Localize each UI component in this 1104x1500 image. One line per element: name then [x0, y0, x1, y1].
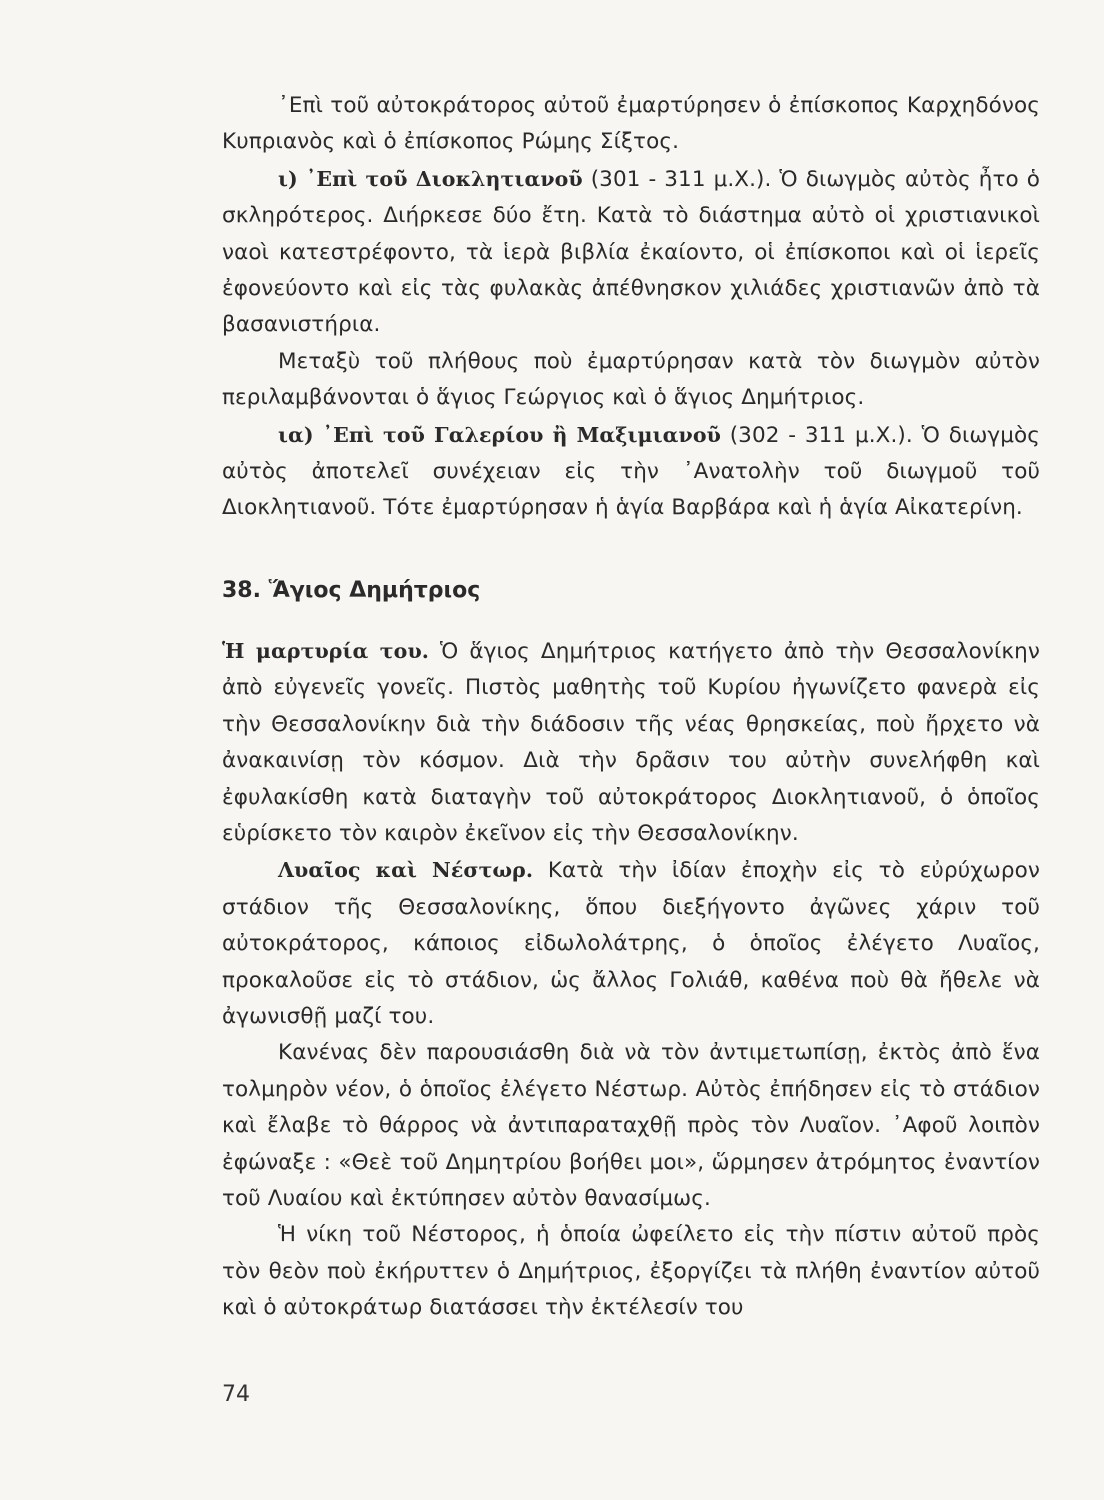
paragraph-label: Λυαῖος καὶ Νέστωρ.	[278, 858, 534, 883]
paragraph-text: Κατὰ τὴν ἰδίαν ἐποχὴν εἰς τὸ εὐρύχωρον στάδιον τῆς Θεσσαλονίκης, ὅπου διεξήγοντο ἀγῶνες χάριν τοῦ αὐτοκράτορος, κάποιος εἰδωλολάτρης, ὁ ὁποῖος ἐλέγετο Λυαῖος, προκαλοῦσε εἰς τὸ στάδιον, ὡς ἄλλος Γολιάθ, καθένα ποὺ θὰ ἤθελε νὰ ἀγωνισθῇ μαζί του.	[222, 858, 1040, 1029]
paragraph-p6	[222, 852, 1040, 1035]
paragraph-p1	[222, 88, 1040, 161]
paragraph-text: ᾿Επὶ τοῦ αὐτοκράτορος αὐτοῦ ἐμαρτύρησεν ὁ ἐπίσκοπος Καρχηδόνος Κυπριανὸς καὶ ὁ ἐπίσκοπος Ρώμης Σίξτος.	[222, 93, 1040, 155]
paragraph-label: ια) ᾿Επὶ τοῦ Γαλερίου ἢ Μαξιμιανοῦ	[278, 422, 721, 447]
page-body	[222, 88, 1040, 1327]
section-heading: 38. Ἅγιος Δημήτριος	[222, 577, 481, 603]
paragraph-p8	[222, 1217, 1040, 1326]
page-number: 74	[222, 1382, 250, 1407]
paragraph-text: Ὁ ἅγιος Δημήτριος κατήγετο ἀπὸ τὴν Θεσσαλονίκην ἀπὸ εὐγενεῖς γονεῖς. Πιστὸς μαθητὴς τοῦ Κυρίου ἠγωνίζετο φανερὰ εἰς τὴν Θεσσαλονίκην διὰ τὴν διάδοσιν τῆς νέας θρησκείας, ποὺ ἤρχετο νὰ ἀνακαινίσῃ τὸν κόσμον. Διὰ τὴν δρᾶσιν του αὐτὴν συνελήφθη καὶ ἐφυλακίσθη κατὰ διαταγὴν τοῦ αὐτοκράτορος Διοκλητιανοῦ, ὁ ὁποῖος εὑρίσκετο τὸν καιρὸν ἐκεῖνον εἰς τὴν Θεσσαλονίκην.	[222, 638, 1041, 846]
paragraph-text: Μεταξὺ τοῦ πλήθους ποὺ ἐμαρτύρησαν κατὰ τὸν διωγμὸν αὐτὸν περιλαμβάνονται ὁ ἅγιος Γεώργιος καὶ ὁ ἅγιος Δημήτριος.	[222, 348, 1040, 411]
paragraph-p3	[222, 344, 1040, 417]
paragraph-p7	[222, 1035, 1040, 1217]
paragraph-p2	[222, 161, 1040, 344]
paragraph-text: Ἡ νίκη τοῦ Νέστορος, ἡ ὁποία ὠφείλετο εἰς τὴν πίστιν αὐτοῦ πρὸς τὸν θεὸν ποὺ ἐκήρυττεν ὁ Δημήτριος, ἐξοργίζει τὰ πλήθη ἐναντίον αὐτοῦ καὶ ὁ αὐτοκράτωρ διατάσσει τὴν ἐκτέλεσίν του	[222, 1222, 1040, 1321]
paragraph-p5	[222, 633, 1040, 852]
paragraph-text: (301 - 311 μ.Χ.). Ὁ διωγμὸς αὐτὸς ἦτο ὁ σκληρότερος. Διήρκεσε δύο ἔτη. Κατὰ τὸ διάστημα αὐτὸ οἱ χριστιανικοὶ ναοὶ κατεστρέφοντο, τὰ ἱερὰ βιβλία ἐκαίοντο, οἱ ἐπίσκοποι καὶ οἱ ἱερεῖς ἐφονεύοντο καὶ εἰς τὰς φυλακὰς ἀπέθνησκον χιλιάδες χριστιανῶν ἀπὸ τὰ βασανιστήρια.	[222, 166, 1040, 338]
paragraph-label: Ἡ μαρτυρία του.	[222, 638, 430, 663]
paragraph-p4	[222, 417, 1040, 527]
paragraph-text: (302 - 311 μ.Χ.). Ὁ διωγμὸς αὐτὸς ἀποτελεῖ συνέχειαν εἰς τὴν ᾿Ανατολὴν τοῦ διωγμοῦ τοῦ Διοκλητιανοῦ. Τότε ἐμαρτύρησαν ἡ ἁγία Βαρβάρα καὶ ἡ ἁγία Αἰκατερίνη.	[222, 422, 1041, 521]
paragraph-label: ι) ᾿Επὶ τοῦ Διοκλητιανοῦ	[278, 166, 583, 191]
paragraph-text: Κανένας δὲν παρουσιάσθη διὰ νὰ τὸν ἀντιμετωπίσῃ, ἐκτὸς ἀπὸ ἕνα τολμηρὸν νέον, ὁ ὁποῖος ἐλέγετο Νέστωρ. Αὐτὸς ἐπήδησεν εἰς τὸ στάδιον καὶ ἔλαβε τὸ θάρρος νὰ ἀντιπαραταχθῇ πρὸς τὸν Λυαῖον. ᾿Αφοῦ λοιπὸν ἐφώναξε : «Θεὲ τοῦ Δημητρίου βοήθει μοι», ὥρμησεν ἀτρόμητος ἐναντίον τοῦ Λυαίου καὶ ἐκτύπησεν αὐτὸν θανασίμως.	[222, 1040, 1040, 1211]
section-persecutions	[222, 88, 1040, 527]
section-saint-demetrios	[222, 633, 1040, 1327]
